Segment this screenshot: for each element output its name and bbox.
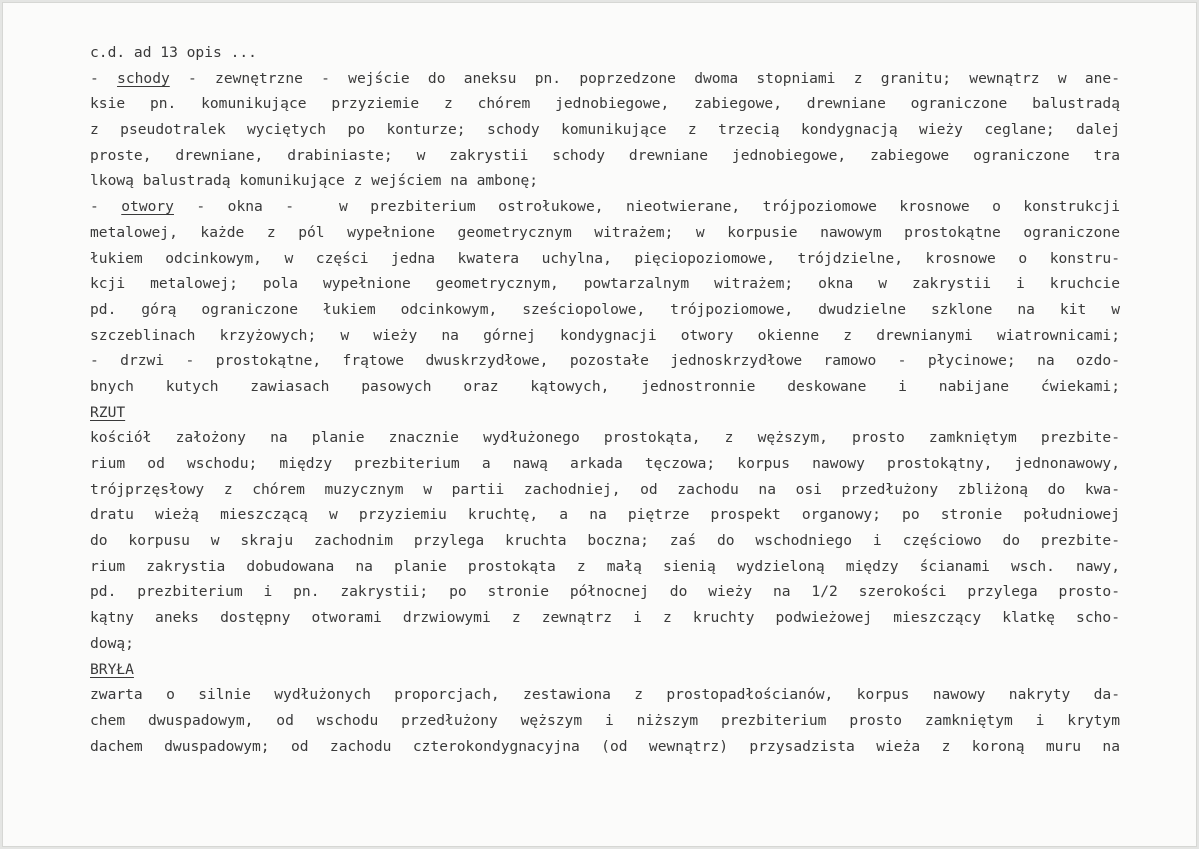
rzut-line-1: kościół założony na planie znacznie wydłużonego prostokąta, z węższym, prosto zamkniętym prezbite- bbox=[90, 429, 1120, 447]
schody-dash: - bbox=[90, 69, 118, 87]
otwory-line-4: kcji metalowej; pola wypełnione geometrycznym, powtarzalnym witrażem; okna w zakrystii i kruchcie bbox=[90, 275, 1120, 293]
schody-line-3: z pseudotralek wyciętych po konturze; schody komunikujące z trzecią kondygnacją wieży ceglane; dalej bbox=[90, 121, 1120, 139]
rzut-line-5: do korpusu w skraju zachodnim przylega kruchta boczna; zaś do wschodniego i częściowo do prezbite- bbox=[90, 532, 1120, 550]
schody-line-1 bbox=[90, 66, 1120, 92]
otwory-line-3: łukiem odcinkowym, w części jedna kwatera uchylna, pięciopoziomowe, trójdzielne, krosnowe o konstru- bbox=[90, 249, 1120, 267]
typewritten-text bbox=[90, 40, 1120, 759]
schody-line-2: ksie pn. komunikujące przyziemie z chórem jednobiegowe, zabiegowe, drewniane ograniczone balustradą bbox=[90, 95, 1120, 113]
rzut-heading: RZUT bbox=[90, 403, 126, 421]
schody-line-4: proste, drewniane, drabiniaste; w zakrystii schody drewniane jednobiegowe, zabiegowe ograniczone tra bbox=[90, 146, 1120, 164]
rzut-line-3: trójprzęsłowy z chórem muzycznym w partii zachodniej, od zachodu na osi przedłużony zbliżoną do kwa- bbox=[90, 480, 1120, 498]
rzut-line-7: pd. prezbiterium i pn. zakrystii; po stronie północnej do wieży na 1/2 szerokości przylega prosto- bbox=[90, 583, 1120, 601]
header-line: c.d. ad 13 opis ... bbox=[90, 44, 257, 61]
otwory-line-1 bbox=[90, 194, 1120, 220]
otwory-line-6: szczeblinach krzyżowych; w wieży na górnej kondygnacji otwory okienne z drewnianymi wiatrownicami; bbox=[90, 326, 1120, 344]
schody-line-5: lkową balustradą komunikujące z wejściem na ambonę; bbox=[90, 172, 539, 190]
schody-label: schody bbox=[117, 69, 170, 87]
bryla-line-2: chem dwuspadowym, od wschodu przedłużony węższym i niższym prezbiterium prosto zamkniętym i krytym bbox=[90, 711, 1120, 729]
drzwi-line-2: bnych kutych zawiasach pasowych oraz kątowych, jednostronnie deskowane i nabijane ćwiekami; bbox=[90, 377, 1120, 395]
rzut-line-6: rium zakrystia dobudowana na planie prostokąta z małą sienią wydzieloną między ścianami wsch. nawy, bbox=[90, 557, 1120, 575]
otwory-label: otwory bbox=[121, 198, 174, 216]
document-page bbox=[3, 3, 1196, 846]
bryla-line-1: zwarta o silnie wydłużonych proporcjach, zestawiona z prostopadłościanów, korpus nawowy nakryty da- bbox=[90, 686, 1120, 704]
bryla-heading: BRYŁA bbox=[90, 660, 134, 678]
otwory-line-2: metalowej, każde z pól wypełnione geometrycznym witrażem; w korpusie nawowym prostokątne ograniczone bbox=[90, 223, 1120, 241]
rzut-line-2: rium od wschodu; między prezbiterium a nawą arkada tęczowa; korpus nawowy prostokątny, jednonawowy, bbox=[90, 455, 1120, 473]
schody-text: - zewnętrzne - wejście do aneksu pn. poprzedzone dwoma stopniami z granitu; wewnątrz w ane- bbox=[169, 69, 1120, 87]
rzut-line-8: kątny aneks dostępny otworami drzwiowymi z zewnątrz i z kruchty podwieżowej mieszczący klatkę scho- bbox=[90, 609, 1120, 627]
rzut-line-4: dratu wieżą mieszczącą w przyziemiu kruchtę, a na piętrze prospekt organowy; po stronie południowej bbox=[90, 506, 1120, 524]
otwory-dash: - bbox=[90, 198, 122, 216]
drzwi-line-1: - drzwi - prostokątne, frątowe dwuskrzydłowe, pozostałe jednoskrzydłowe ramowo - płycinowe; na ozdo- bbox=[90, 352, 1120, 370]
bryla-line-3: dachem dwuspadowym; od zachodu czterokondygnacyjna (od wewnątrz) przysadzista wieża z koroną muru na bbox=[90, 737, 1120, 755]
rzut-line-9: dową; bbox=[90, 634, 134, 652]
otwory-text: - okna - w prezbiterium ostrołukowe, nieotwierane, trójpoziomowe krosnowe o konstrukcji bbox=[173, 198, 1120, 216]
otwory-line-5: pd. górą ograniczone łukiem odcinkowym, sześciopolowe, trójpoziomowe, dwudzielne szklone na kit w bbox=[90, 300, 1120, 318]
